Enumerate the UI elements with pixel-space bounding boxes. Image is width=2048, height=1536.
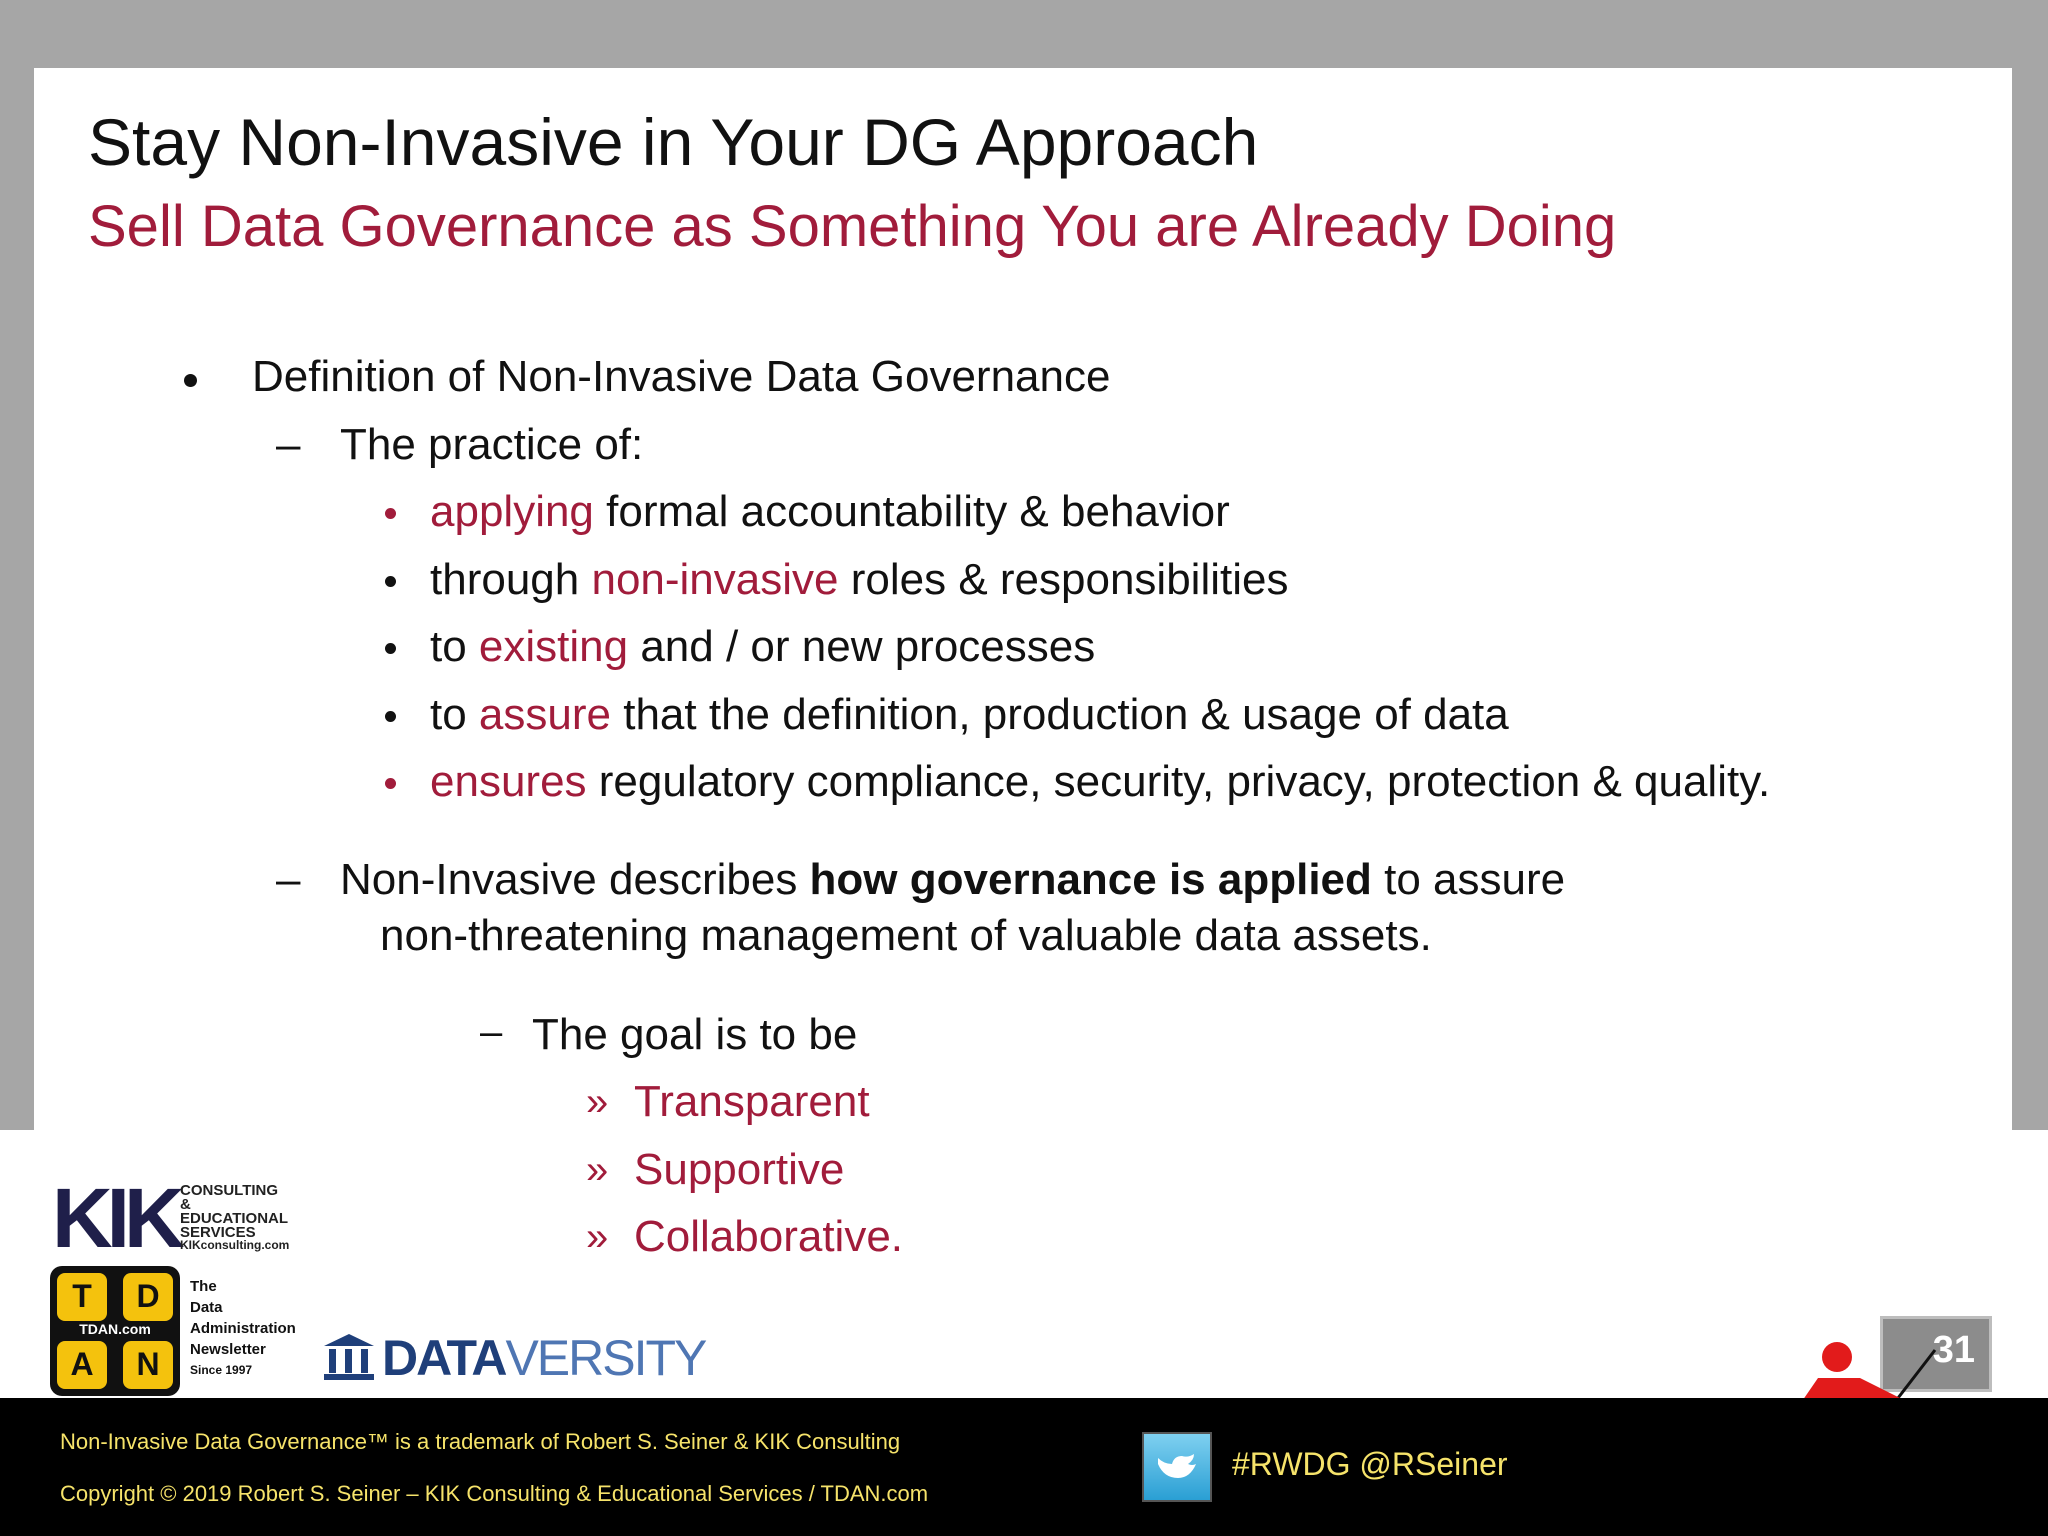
raquo-marker: » xyxy=(586,1080,609,1124)
bullet-dot xyxy=(385,576,396,587)
tdan-text-line: The xyxy=(190,1278,217,1295)
tdan-logo xyxy=(50,1266,296,1401)
noninvasive-description-line2: non-threatening management of valuable data assets. xyxy=(380,911,1432,960)
practice-item: ensures regulatory compliance, security, privacy, protection & quality. xyxy=(430,757,1771,806)
slide-lower-area xyxy=(0,1130,2048,1400)
tdan-text-line: Administration xyxy=(190,1320,296,1337)
footer-trademark: Non-Invasive Data Governance™ is a trademark of Robert S. Seiner & KIK Consulting xyxy=(60,1429,901,1454)
dataversity-versity: VERSITY xyxy=(505,1330,706,1386)
bullet-dot xyxy=(184,374,197,387)
footer-copyright: Copyright © 2019 Robert S. Seiner – KIK Consulting & Educational Services / TDAN.com xyxy=(60,1481,929,1506)
dash-marker: – xyxy=(276,855,301,904)
bullet-dot xyxy=(385,508,396,519)
practice-item: applying formal accountability & behavior xyxy=(430,487,1230,536)
bullet-dot xyxy=(385,711,396,722)
page-number: 31 xyxy=(1932,1329,1975,1371)
bullet-definition: Definition of Non-Invasive Data Governance xyxy=(252,352,1111,401)
goal-item: Supportive xyxy=(634,1145,845,1194)
practice-item: through non-invasive roles & responsibilities xyxy=(430,555,1289,604)
tdan-letter: D xyxy=(136,1278,160,1314)
bullet-dot xyxy=(385,643,396,654)
dash-marker: – xyxy=(480,1010,503,1054)
tdan-url: TDAN.com xyxy=(79,1321,151,1337)
kik-text-line: EDUCATIONAL xyxy=(180,1210,289,1227)
top-frame-bar xyxy=(0,0,2048,68)
dataversity-data: DATA xyxy=(382,1330,506,1386)
tdan-letter: N xyxy=(136,1346,160,1382)
practice-item: to assure that the definition, production & usage of data xyxy=(430,690,1509,739)
kik-url: KIKconsulting.com xyxy=(180,1238,290,1252)
tdan-letter: A xyxy=(70,1346,94,1382)
bullet-dot xyxy=(385,778,396,789)
dataversity-pillar-icon xyxy=(324,1334,374,1380)
twitter-icon[interactable] xyxy=(1142,1432,1212,1502)
goal-item: Collaborative. xyxy=(634,1212,904,1261)
footer-bar xyxy=(0,1398,2048,1536)
goal-item: Transparent xyxy=(634,1077,870,1126)
tdan-text-line: Since 1997 xyxy=(190,1363,253,1377)
dash-marker: – xyxy=(276,420,301,469)
noninvasive-description: Non-Invasive describes how governance is applied to assure xyxy=(340,855,1566,904)
left-frame-bar xyxy=(0,68,34,1130)
tdan-text-line: Data xyxy=(190,1299,223,1316)
kik-text-line: CONSULTING & xyxy=(180,1182,279,1213)
practice-of-label: The practice of: xyxy=(340,420,644,469)
footer-hashtag: #RWDG @RSeiner xyxy=(1232,1446,1508,1482)
right-frame-bar xyxy=(2012,68,2048,1130)
practice-item: to existing and / or new processes xyxy=(430,622,1096,671)
slide-subtitle: Sell Data Governance as Something You are Already Doing xyxy=(88,194,1617,259)
tdan-letter: T xyxy=(72,1278,92,1314)
kik-text-line: SERVICES xyxy=(180,1224,256,1241)
raquo-marker: » xyxy=(586,1215,609,1259)
kik-mark: KIK xyxy=(52,1171,179,1265)
tdan-text-line: Newsletter xyxy=(190,1341,266,1358)
raquo-marker: » xyxy=(586,1148,609,1192)
goal-label: The goal is to be xyxy=(532,1010,858,1059)
slide-title: Stay Non-Invasive in Your DG Approach xyxy=(88,105,1259,179)
